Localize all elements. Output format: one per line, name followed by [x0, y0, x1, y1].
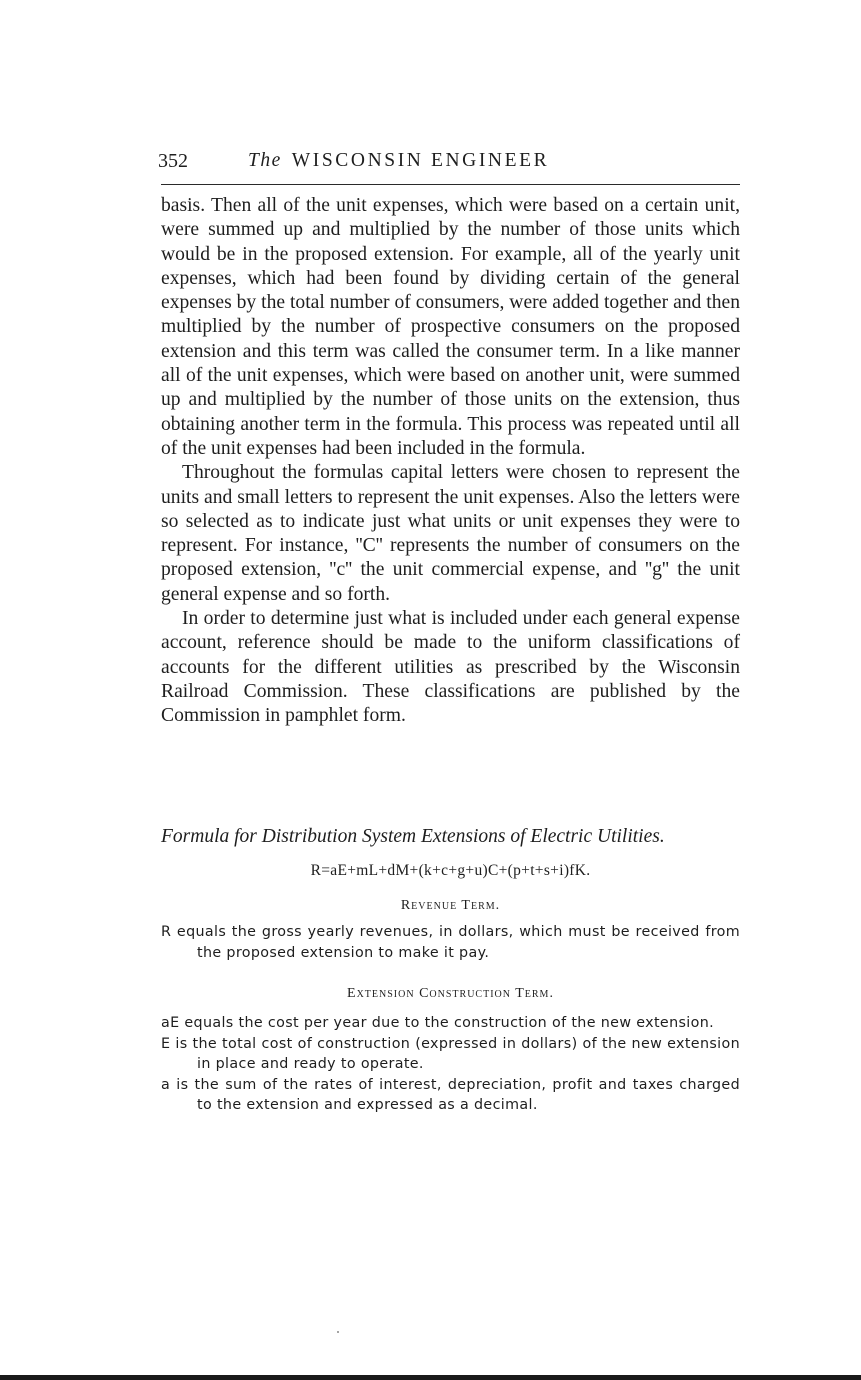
formula-equation: R=aE+mL+dM+(k+c+g+u)C+(p+t+s+i)fK.	[310, 862, 591, 879]
construction-definitions	[161, 1013, 740, 1116]
definition-item: R equals the gross yearly revenues, in dollars, which must be received from the proposed extension to make it pay.	[161, 924, 740, 961]
definition-item: aE equals the cost per year due to the construction of the new extension.	[161, 1015, 714, 1031]
paragraph-accounts: In order to determine just what is included under each general expense account, reference should be made to the uniform classifications of accounts for the different utilities as prescribed by the Wisconsin Railroad Commission. These classifications are published by the Commission in pamphlet form.	[161, 608, 740, 727]
paragraph-notation: Throughout the formulas capital letters were chosen to represent the units and small letters to represent the unit expenses. Also the letters were so selected as to indicate just what units or unit expenses they were to represent. For instance, ''C'' represents the number of consumers on the proposed extension, ''c'' the unit commercial expense, and ''g'' the unit general expense and so forth.	[161, 462, 740, 605]
paragraph-continued: basis. Then all of the unit expenses, which were based on a certain unit, were summed up and multiplied by the number of those units which would be in the proposed extension. For example, all of the yearly unit expenses, which had been found by dividing certain of the general expenses by the total number of consumers, were added together and then multiplied by the number of prospective consumers on the proposed extension and this term was called the consumer term. In a like manner all of the unit expenses, which were based on another unit, were summed up and multiplied by the number of those units on the extension, thus obtaining another term in the formula. This process was repeated until all of the unit expenses had been included in the formula.	[161, 195, 740, 459]
body-text	[161, 194, 740, 729]
journal-title	[248, 150, 549, 172]
construction-term-heading: Extension Construction Term.	[347, 986, 554, 1001]
scan-speck	[337, 1331, 339, 1333]
definition-item: E is the total cost of construction (expressed in dollars) of the new extension in place and ready to operate.	[161, 1035, 740, 1072]
running-header	[158, 150, 740, 185]
definition-item: a is the sum of the rates of interest, depreciation, profit and taxes charged to the extension and expressed as a decimal.	[161, 1076, 740, 1113]
revenue-definitions	[161, 922, 740, 963]
journal-title-name: WISCONSIN ENGINEER	[291, 150, 550, 171]
revenue-term-heading: Revenue Term.	[400, 898, 501, 913]
scan-bottom-edge	[0, 1375, 861, 1380]
page	[158, 150, 740, 1113]
page-number: 352	[158, 150, 188, 172]
formula-section-title: Formula for Distribution System Extensions of Electric Utilities.	[161, 826, 665, 847]
journal-title-article: The	[248, 150, 282, 171]
